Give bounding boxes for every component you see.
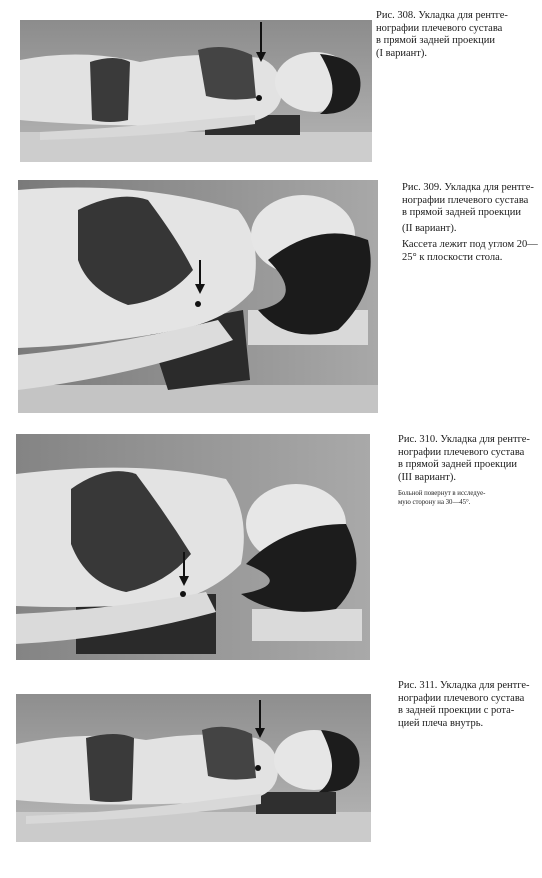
swimsuit-bottom — [86, 734, 134, 802]
beam-target-mark — [180, 591, 186, 597]
head-support — [252, 609, 362, 641]
figure-310-photo — [16, 434, 370, 660]
figure-311-caption: Рис. 311. Укладка для рентге- нографии плечевого сустава в задней проекции с рота- цией плеча внутрь. — [398, 680, 530, 729]
figure-310-note: Больной повернут в исследуе- мую сторону на 30—45°. — [398, 490, 486, 507]
figure-308-photo — [20, 20, 372, 162]
figure-310-caption: Рис. 310. Укладка для рентге- нографии плечевого сустава в прямой задней проекции (III вариант). Больной повернут в исследуе- мую сторону на 30—45°. — [398, 434, 530, 507]
beam-target-mark — [256, 95, 262, 101]
swimsuit-bottom — [90, 58, 130, 122]
figure-308-caption: Рис. 308. Укладка для рентге- нографии плечевого сустава в прямой задней проекции (I вариант). — [376, 10, 508, 59]
beam-target-mark — [195, 301, 201, 307]
figure-309-photo — [18, 180, 378, 413]
table-surface — [18, 385, 378, 413]
xray-cassette — [256, 792, 336, 814]
swimsuit-top — [202, 727, 256, 780]
figure-309-caption: Рис. 309. Укладка для рентге- нографии плечевого сустава в прямой задней проекции (II вариант). Кассета лежит под углом 20— 25° к плоскости стола. — [402, 182, 538, 263]
figure-309-note: Кассета лежит под углом 20— 25° к плоскости стола. — [402, 239, 538, 263]
beam-target-mark — [255, 765, 261, 771]
swimsuit-top — [198, 47, 256, 100]
figure-311-photo — [16, 694, 371, 842]
